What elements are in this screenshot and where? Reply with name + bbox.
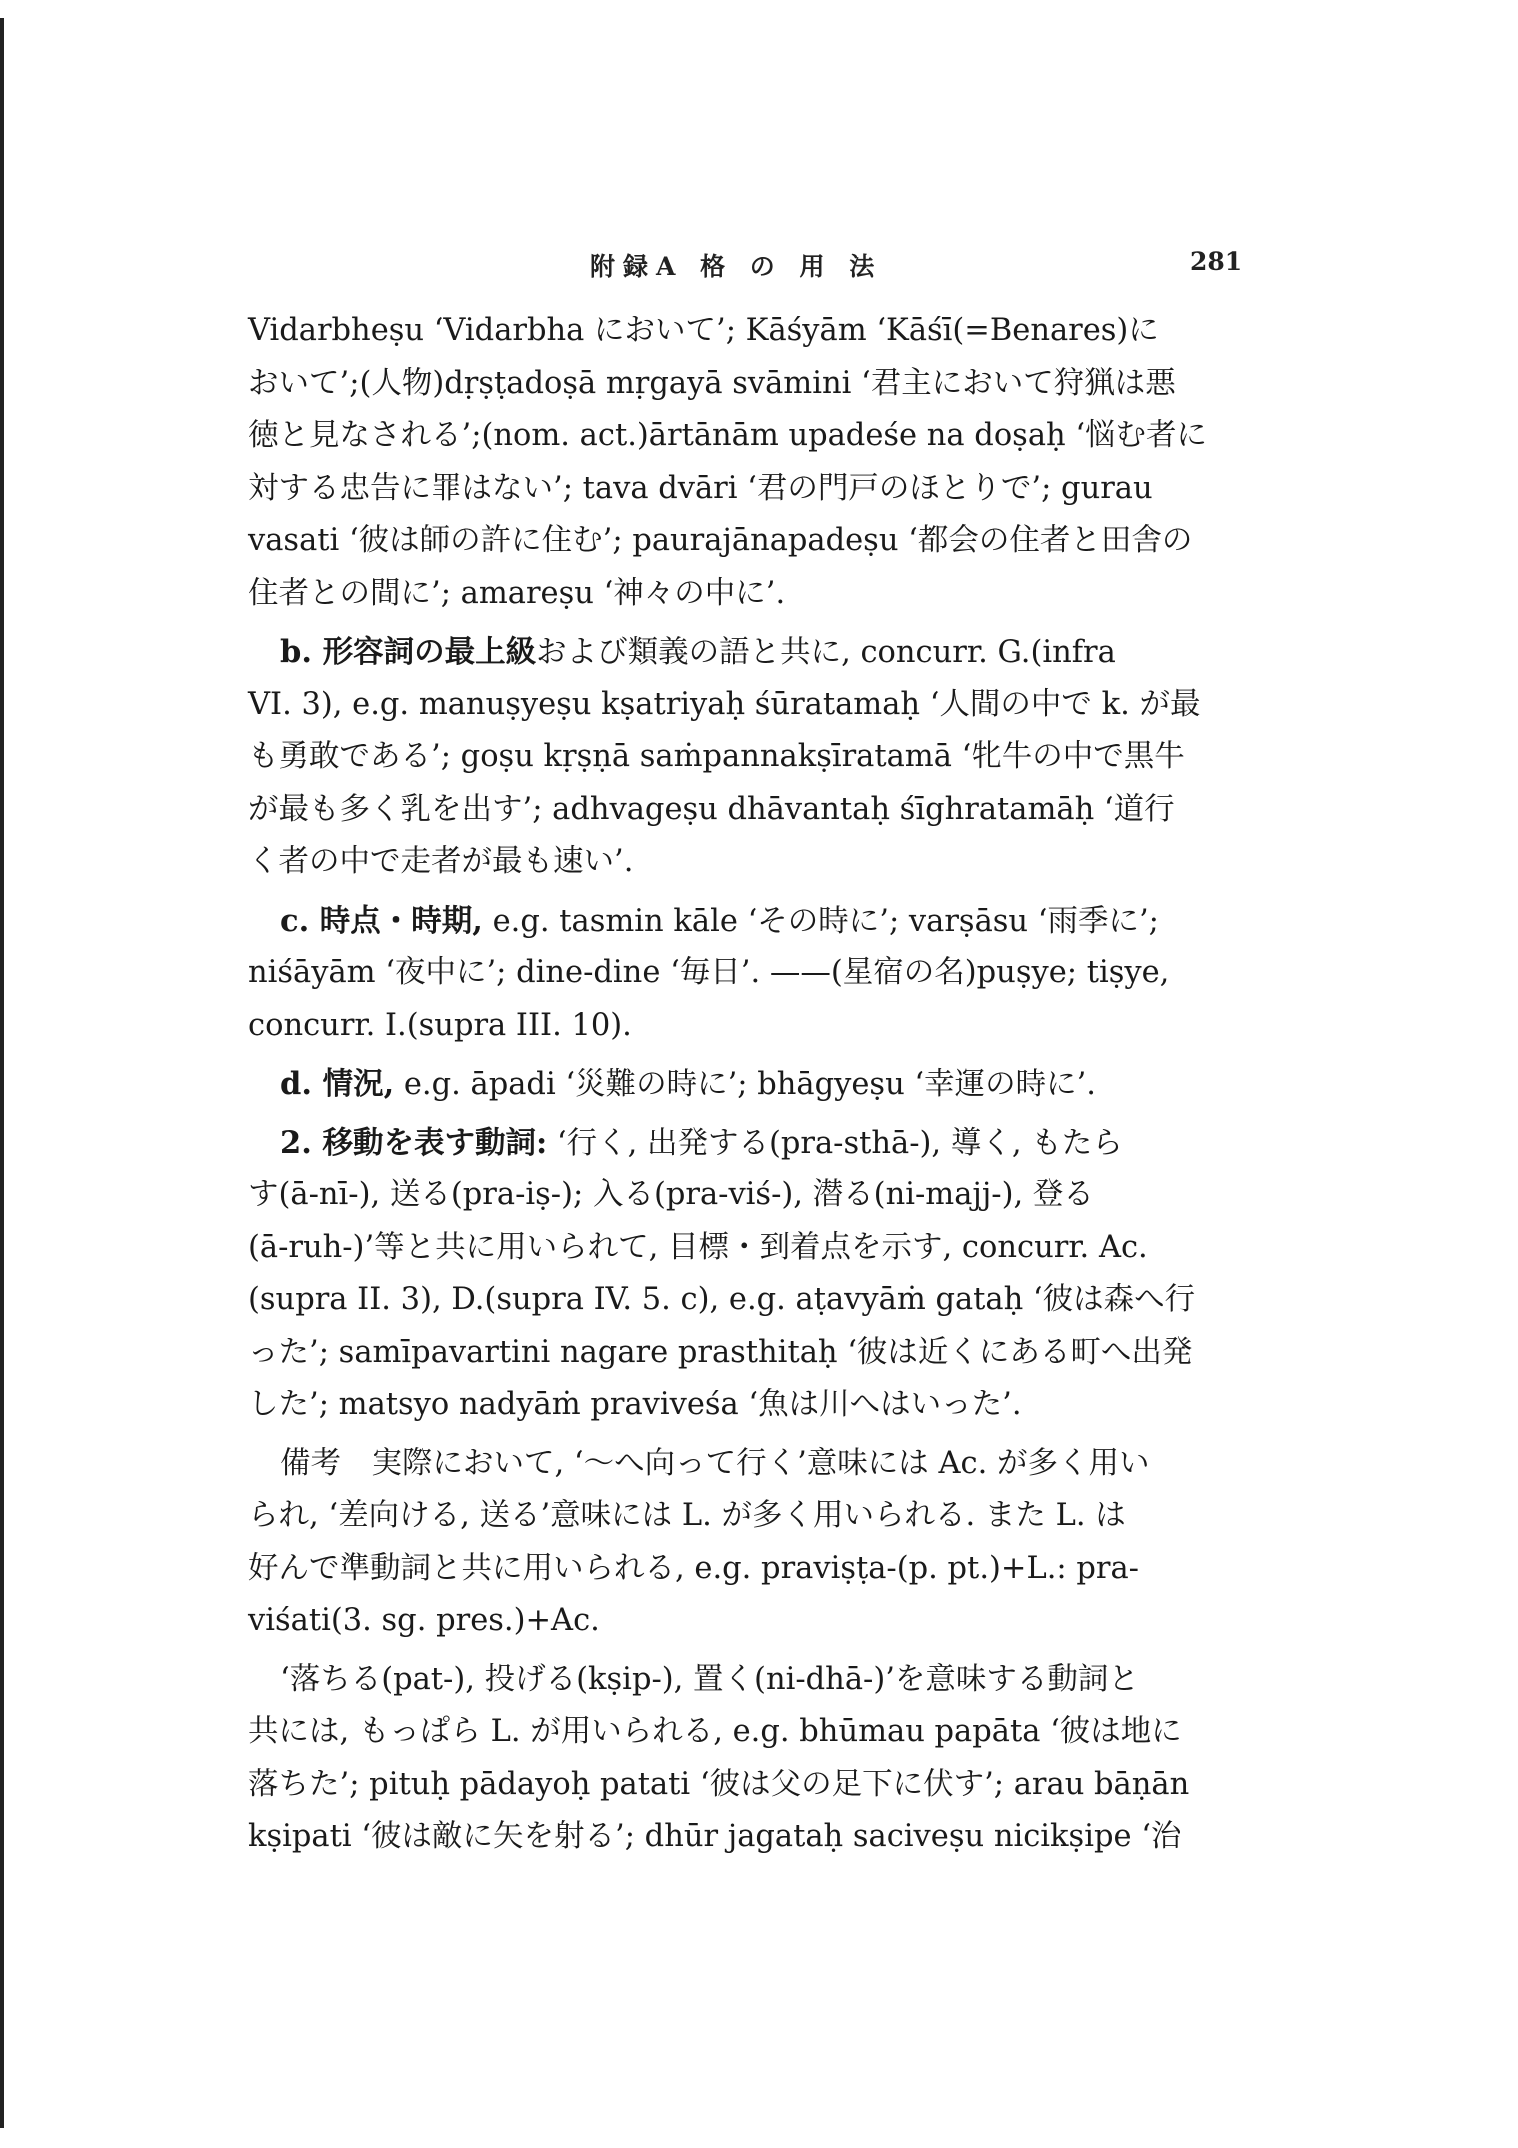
page-number: 281 (1190, 247, 1243, 276)
text-line: viśati(3. sg. pres.)+Ac. (248, 1603, 600, 1638)
paragraph-continuation (248, 305, 1233, 620)
text-line: した’; matsyo nadyāṁ praviveśa ‘魚は川へはいった’. (248, 1387, 1022, 1422)
section-heading-c: c. 時点・時期, (280, 902, 483, 939)
page-header (0, 247, 1518, 287)
text-line: く者の中で走者が最も速い’. (248, 844, 634, 879)
text-line: concurr. I.(supra III. 10). (248, 1007, 632, 1043)
text-line: も勇敢である’; goṣu kṛṣṇā saṁpannakṣīratamā ‘牝牛の中で黒牛 (248, 739, 1185, 774)
paragraph-c (248, 895, 1233, 1053)
text-line: 備考 実際において, ‘〜へ向って行く’意味には Ac. が多く用い (280, 1445, 1150, 1481)
text-line: kṣipati ‘彼は敵に矢を射る’; dhūr jagataḥ saciveṣu nicikṣipe ‘治 (248, 1819, 1182, 1854)
text-span: ‘行く, 出発する(pra-sthā-), 導く, もたら (547, 1125, 1123, 1161)
text-line: 落ちた’; pituḥ pādayoḥ patati ‘彼は父の足下に伏す’; arau bāṇān (248, 1766, 1190, 1802)
text-line: Vidarbheṣu ‘Vidarbha において’; Kāśyām ‘Kāśī(=Benares)に (248, 313, 1159, 348)
text-span: および類義の語と共に, concurr. G.(infra (536, 635, 1116, 670)
section-heading-2: 2. 移動を表す動詞: (280, 1124, 548, 1161)
text-line: 好んで準動詞と共に用いられる, e.g. praviṣṭa-(p. pt.)+L.: pra- (248, 1550, 1139, 1586)
text-line: 共には, もっぱら L. が用いられる, e.g. bhūmau papāta ‘彼は地に (248, 1714, 1182, 1749)
text-line: が最も多く乳を出す’; adhvageṣu dhāvantaḥ śīghratamāḥ ‘道行 (248, 791, 1175, 827)
text-line: niśāyām ‘夜中に’; dine-dine ‘毎日’. ——(星宿の名)puṣye; tiṣye, (248, 955, 1170, 990)
text-line: す(ā-nī-), 送る(pra-iṣ-); 入る(pra-viś-), 潜る(ni-majj-), 登る (248, 1177, 1094, 1212)
text-line (248, 626, 1233, 679)
running-head: 附録A 格 の 用 法 (590, 252, 883, 281)
text-line: 対する忠告に罪はない’; tava dvāri ‘君の門戸のほとりで’; gurau (248, 470, 1153, 506)
section-heading-b: b. 形容詞の最上級 (280, 634, 537, 670)
body-text (248, 305, 1233, 1864)
text-line: VI. 3), e.g. manuṣyeṣu kṣatriyaḥ śūratamaḥ ‘人間の中で k. が最 (248, 686, 1201, 722)
text-line: (supra II. 3), D.(supra IV. 5. c), e.g. aṭavyāṁ gataḥ ‘彼は森へ行 (248, 1282, 1196, 1317)
paragraph-b (248, 626, 1233, 889)
paragraph-d (248, 1058, 1233, 1111)
paragraph-note (248, 1438, 1233, 1648)
text-line (248, 1117, 1233, 1170)
section-heading-d: d. 情況, (280, 1066, 395, 1102)
text-span: e.g. āpadi ‘災難の時に’; bhāgyeṣu ‘幸運の時に’. (394, 1067, 1096, 1102)
text-line: ‘落ちる(pat-), 投げる(kṣip-), 置く(ni-dhā-)’を意味する動詞と (280, 1661, 1139, 1697)
text-span: e.g. tasmin kāle ‘その時に’; varṣāsu ‘雨季に’; (482, 903, 1159, 939)
text-line: 徳と見なされる’;(nom. act.)ārtānām upadeśe na doṣaḥ ‘悩む者に (248, 418, 1208, 453)
text-line: おいて’;(人物)dṛṣṭadoṣā mṛgayā svāmini ‘君主において狩猟は悪 (248, 365, 1176, 401)
text-line (248, 895, 1233, 948)
text-line: った’; samīpavartini nagare prasthitaḥ ‘彼は近くにある町へ出発 (248, 1334, 1193, 1370)
text-line: 住者との間に’; amareṣu ‘神々の中に’. (248, 575, 786, 611)
paragraph-fall-verbs (248, 1654, 1233, 1864)
text-line: vasati ‘彼は師の許に住む’; paurajānapadeṣu ‘都会の住者と田舎の (248, 523, 1193, 558)
text-line: (ā-ruh-)’等と共に用いられて, 目標・到着点を示す, concurr. Ac. (248, 1229, 1148, 1265)
paragraph-2 (248, 1117, 1233, 1432)
binding-edge (0, 18, 4, 2128)
text-line: られ, ‘差向ける, 送る’意味には L. が多く用いられる. また L. は (248, 1498, 1126, 1533)
text-line (248, 1058, 1233, 1111)
